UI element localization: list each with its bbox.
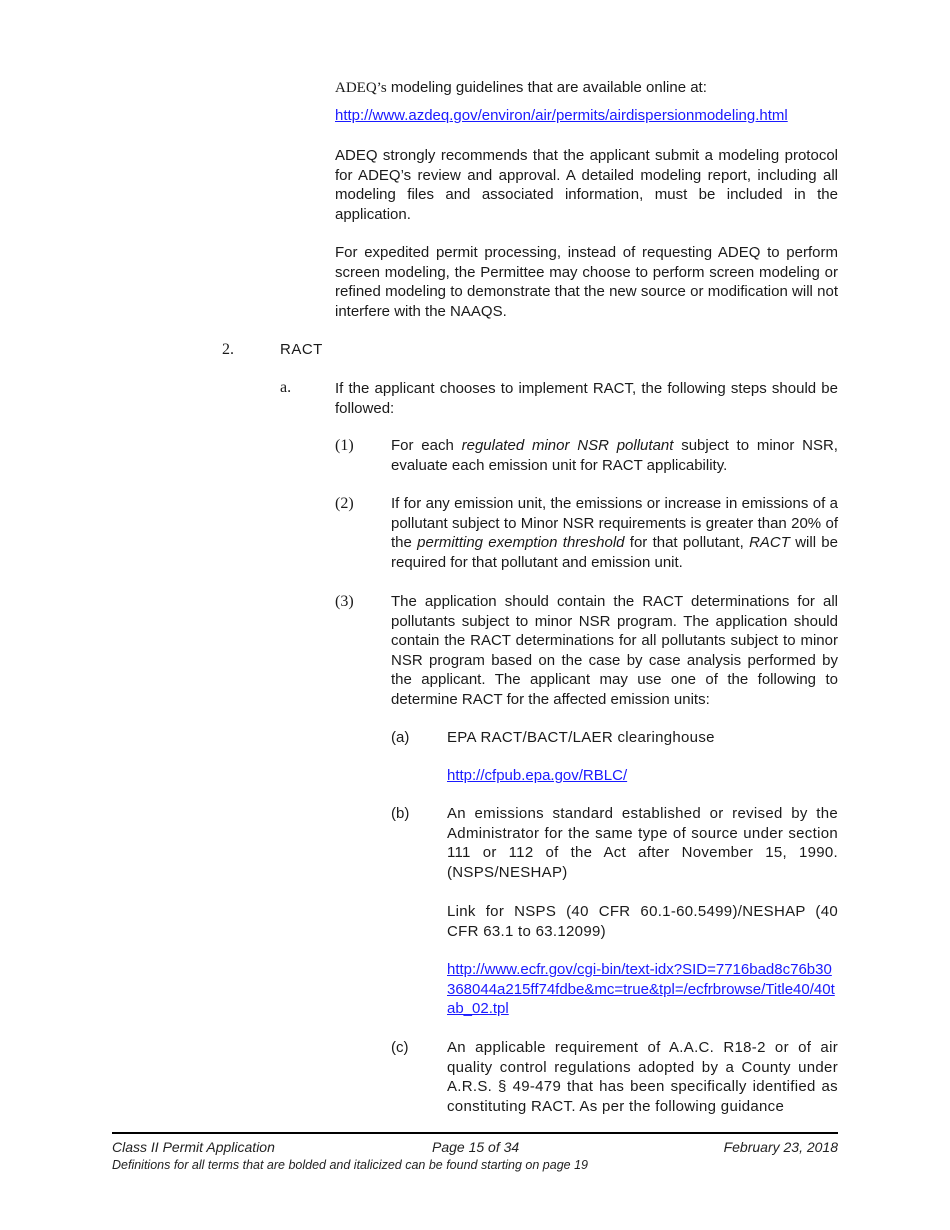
item-1-text-pre: For each: [391, 437, 462, 454]
intro-paragraph-2: ADEQ strongly recommends that the applicant submit a modeling protocol for ADEQ’s review and approval. A detailed modeling report, including all modeling files and associated information, must be included in the application.: [335, 147, 838, 223]
item-1-text: [391, 436, 838, 475]
item-2-defined-term-2: RACT: [749, 534, 790, 551]
sub-a-label: (a): [391, 729, 410, 746]
sub-c-label: (c): [391, 1039, 409, 1056]
item-2-text-post: will be required for that pollutant and emission unit.: [391, 534, 838, 571]
footer-definitions-note: Definitions for all terms that are bolded and italicized can be found starting on page 19: [112, 1158, 588, 1172]
ecfr-link[interactable]: http://www.ecfr.gov/cgi-bin/text-idx?SID=7716bad8c76b30368044a215ff74fdbe&mc=true&tpl=/ecfrbrowse/Title40/40tab_02.tpl: [447, 961, 835, 1017]
item-2-text-pre: If for any emission unit, the emissions or increase in emissions of a pollutant subject to Minor NSR requirements is greater than 20% of the: [391, 495, 838, 551]
sub-b-label: (b): [391, 805, 410, 822]
item-3-label: (3): [335, 593, 354, 610]
footer-page-number: Page 15 of 34: [432, 1139, 520, 1155]
agency-name: ADEQ’s: [335, 80, 387, 96]
item-1-label: (1): [335, 437, 354, 454]
intro-paragraph-1: [335, 78, 838, 99]
footer-divider: [112, 1132, 838, 1134]
item-1-defined-term: regulated minor NSR pollutant: [461, 437, 674, 454]
item-3-text: The application should contain the RACT determinations for all pollutants subject to minor NSR program. The application should contain the RACT determinations for all pollutants subject to minor NSR program based on the case by case analysis performed by the applicant. The applicant may use one of the following to determine RACT for the affected emission units:: [391, 593, 838, 708]
modeling-guidelines-link[interactable]: http://www.azdeq.gov/environ/air/permits/airdispersionmodeling.html: [335, 107, 788, 124]
item-2-text-mid: for that pollutant,: [624, 534, 750, 551]
intro-paragraph-3: For expedited permit processing, instead of requesting ADEQ to perform screen modeling, the Permittee may choose to perform screen modeling or refined modeling to demonstrate that the new source or modification will not interfere with the NAAQS.: [335, 244, 838, 320]
item-2-text: [391, 494, 838, 572]
sub-b-link-description: Link for NSPS (40 CFR 60.1-60.5499)/NESHAP (40 CFR 63.1 to 63.12099): [447, 903, 838, 940]
item-2-label: (2): [335, 495, 354, 512]
sub-c-text: An applicable requirement of A.A.C. R18-2 or of air quality control regulations adopted by a County under A.R.S. § 49-479 that has been specifically identified as constituting RACT. As per the following guidance: [447, 1039, 838, 1115]
intro-paragraph-1-text: modeling guidelines that are available online at:: [386, 79, 707, 96]
item-a-label: a.: [280, 379, 292, 396]
sub-a-text: EPA RACT/BACT/LAER clearinghouse: [447, 729, 715, 746]
rblc-clearinghouse-link[interactable]: http://cfpub.epa.gov/RBLC/: [447, 767, 628, 784]
section-title: RACT: [280, 341, 323, 358]
item-a-text: If the applicant chooses to implement RACT, the following steps should be followed:: [335, 380, 838, 417]
footer-date: February 23, 2018: [723, 1139, 838, 1155]
section-number: 2.: [222, 341, 234, 358]
item-1-text-post: subject to minor NSR, evaluate each emission unit for RACT applicability.: [391, 437, 838, 474]
sub-b-text: An emissions standard established or revised by the Administrator for the same type of source under section 111 or 112 of the Act after November 15, 1990. (NSPS/NESHAP): [447, 805, 838, 881]
footer-document-title: Class II Permit Application: [112, 1139, 275, 1155]
item-2-defined-term: permitting exemption threshold: [417, 534, 625, 551]
